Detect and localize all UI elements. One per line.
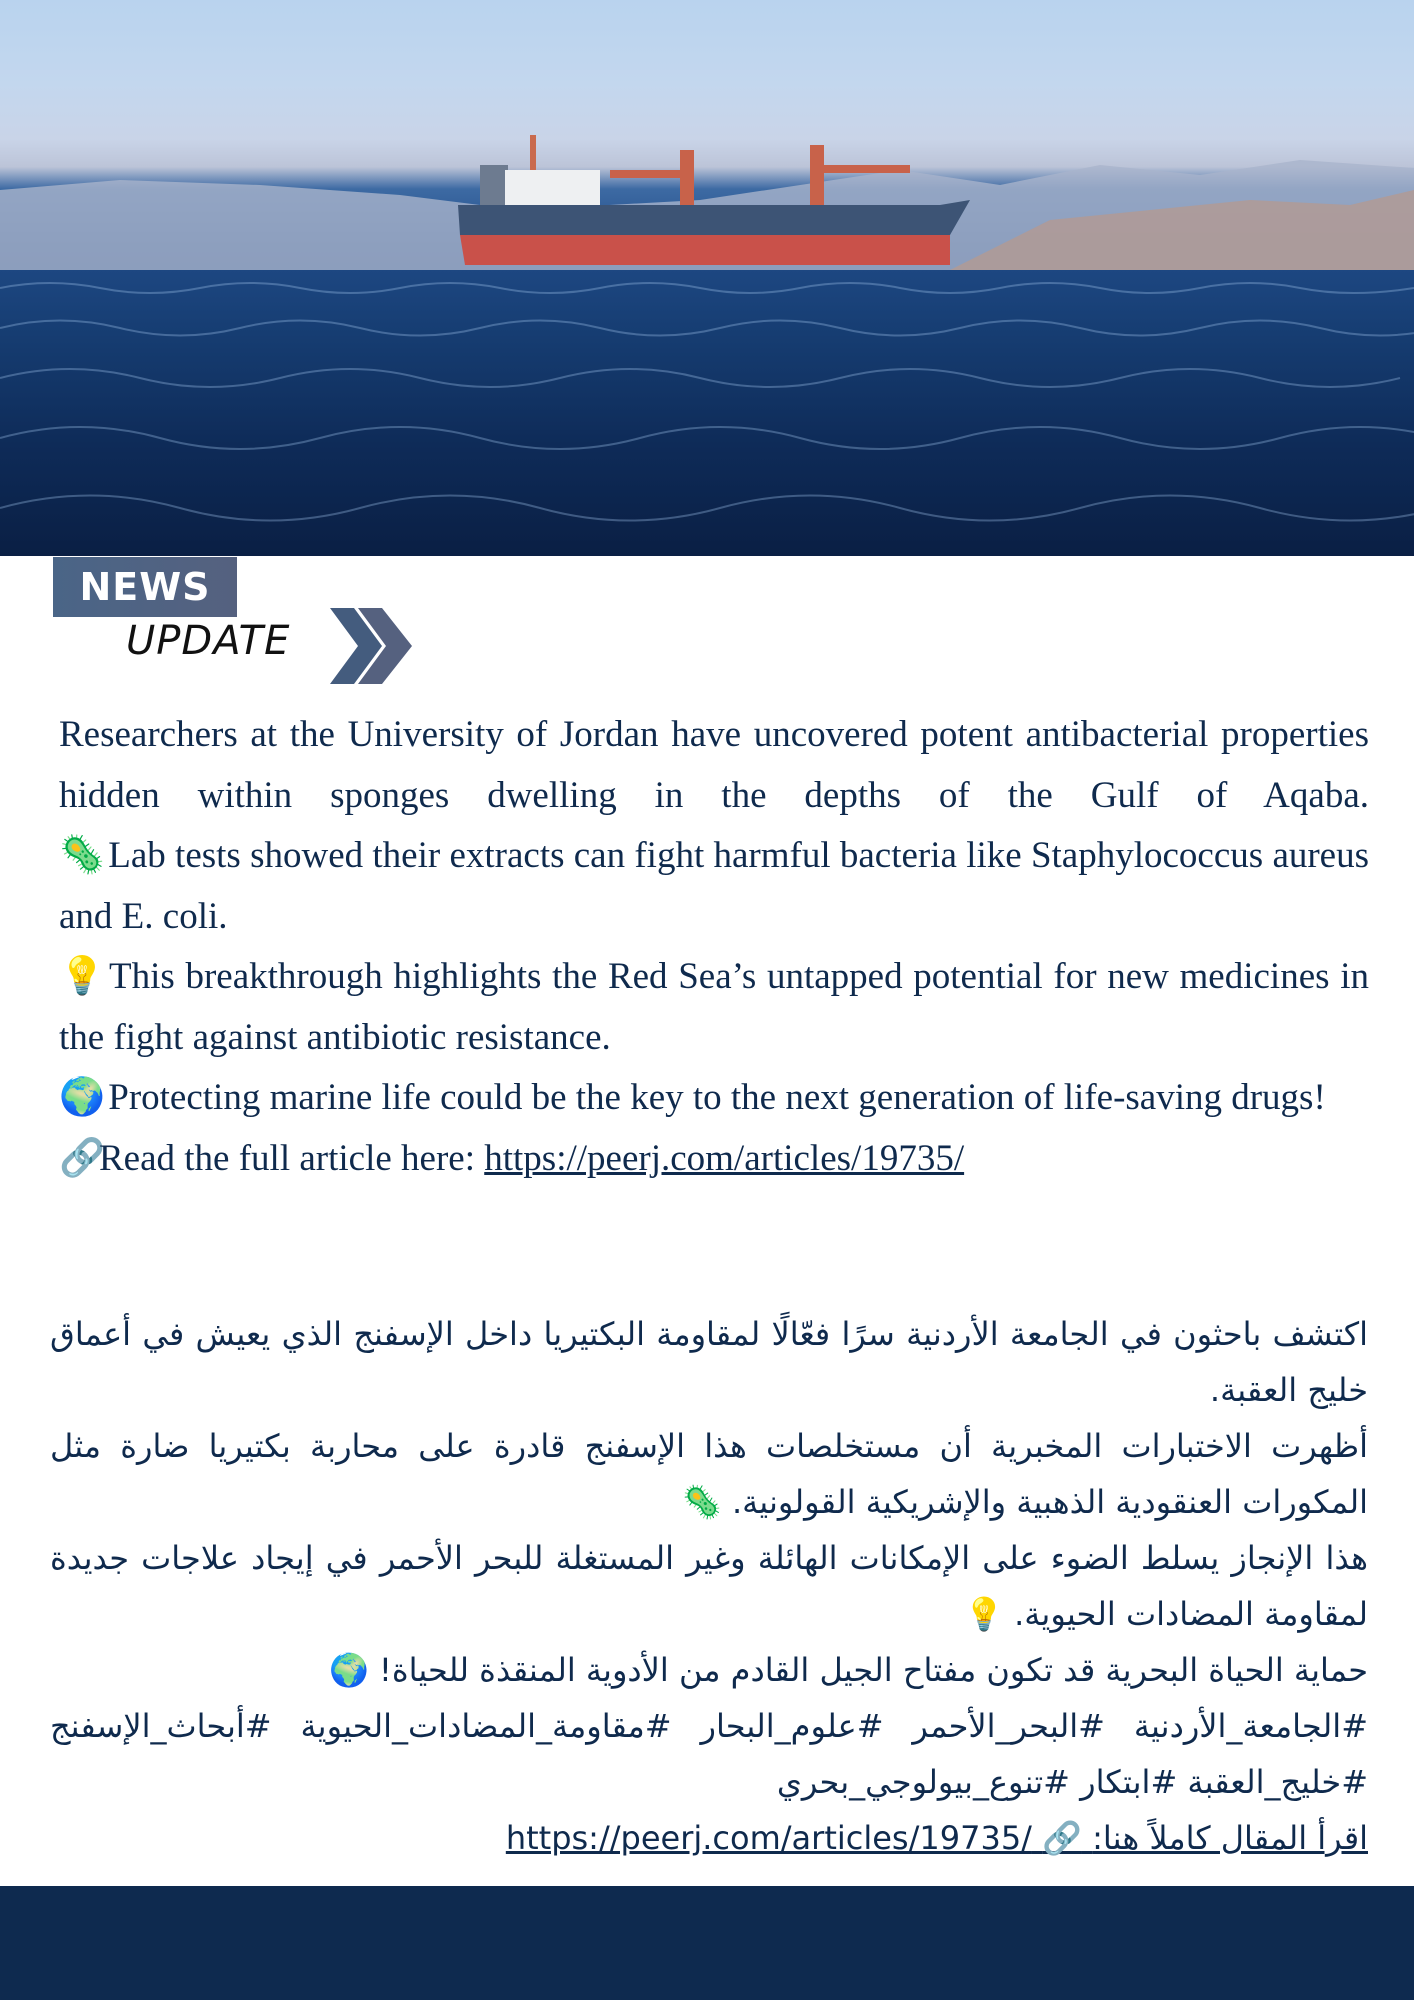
english-paragraph-3 — [59, 947, 1369, 1068]
english-paragraph-1: Researchers at the University of Jordan have uncovered potent antibacterial properties hidden within sponges dwelling in the depths of the Gulf of Aqaba. — [59, 714, 1369, 816]
arabic-paragraph-3-text: هذا الإنجاز يسلط الضوء على الإمكانات الهائلة وغير المستغلة للبحر الأحمر في إيجاد علاجات جديدة لمقاومة المضادات الحيوية. — [50, 1539, 1368, 1633]
english-link-label: Read the full article here: — [99, 1137, 485, 1179]
english-paragraph-4-text: Protecting marine life could be the key to the next generation of life-saving drugs! — [108, 1077, 1326, 1118]
arabic-link-label: اقرأ المقال كاملاً هنا: — [1092, 1819, 1368, 1857]
arabic-paragraph-3 — [50, 1530, 1368, 1642]
english-article — [59, 705, 1369, 1189]
microbe-icon: 🦠 — [681, 1483, 722, 1521]
news-badge: NEWS — [53, 557, 237, 617]
microbe-icon: 🦠 — [59, 835, 106, 876]
arabic-article — [50, 1306, 1368, 1866]
hero-image — [0, 0, 1414, 556]
arabic-link-line — [50, 1810, 1368, 1866]
arabic-paragraph-2 — [50, 1418, 1368, 1530]
arabic-article-link[interactable] — [506, 1819, 1368, 1857]
lightbulb-icon: 💡 — [59, 956, 106, 997]
english-article-link[interactable]: https://peerj.com/articles/19735/ — [484, 1137, 965, 1179]
english-paragraph-4 — [59, 1068, 1369, 1129]
lightbulb-icon: 💡 — [964, 1595, 1004, 1633]
sea-waves-graphic — [0, 268, 1414, 556]
arabic-paragraph-4 — [50, 1642, 1368, 1698]
arabic-paragraph-1: اكتشف باحثون في الجامعة الأردنية سرًا فعّالًا لمقاومة البكتيريا داخل الإسفنج الذي يعيش في أعماق خليج العقبة. — [50, 1315, 1368, 1409]
double-chevron-right-icon — [330, 608, 412, 684]
arabic-hashtags[interactable]: #الجامعة_الأردنية #البحر_الأحمر #علوم_البحار #مقاومة_المضادات_الحيوية #أبحاث_الإسفنج #خليج_العقبة #ابتكار #تنوع_بيولوجي_بحري — [50, 1707, 1368, 1801]
english-paragraph-3-text: This breakthrough highlights the Red Sea’s untapped potential for new medicines in the fight against antibiotic resistance. — [59, 956, 1369, 1058]
footer-bar — [0, 1886, 1414, 2000]
cargo-ship-graphic — [450, 115, 970, 275]
english-link-line — [59, 1129, 1369, 1190]
link-icon: 🔗 — [1042, 1819, 1082, 1857]
english-paragraph-2-text: Lab tests showed their extracts can fight harmful bacteria like Staphylococcus aureus and E. coli. — [59, 835, 1370, 937]
link-icon: 🔗 — [59, 1137, 106, 1179]
arabic-link-url: https://peerj.com/articles/19735/ — [505, 1819, 1032, 1857]
globe-icon: 🌍 — [328, 1651, 369, 1689]
english-paragraph-2 — [59, 826, 1369, 947]
arabic-paragraph-2-text: أظهرت الاختبارات المخبرية أن مستخلصات هذا الإسفنج قادرة على محاربة بكتيريا ضارة مثل المكورات العنقودية الذهبية والإشريكية القولونية. — [50, 1427, 1368, 1521]
globe-icon: 🌍 — [59, 1077, 106, 1118]
update-subtitle: UPDATE — [126, 618, 291, 664]
arabic-paragraph-4-text: حماية الحياة البحرية قد تكون مفتاح الجيل القادم من الأدوية المنقذة للحياة! — [379, 1651, 1368, 1689]
